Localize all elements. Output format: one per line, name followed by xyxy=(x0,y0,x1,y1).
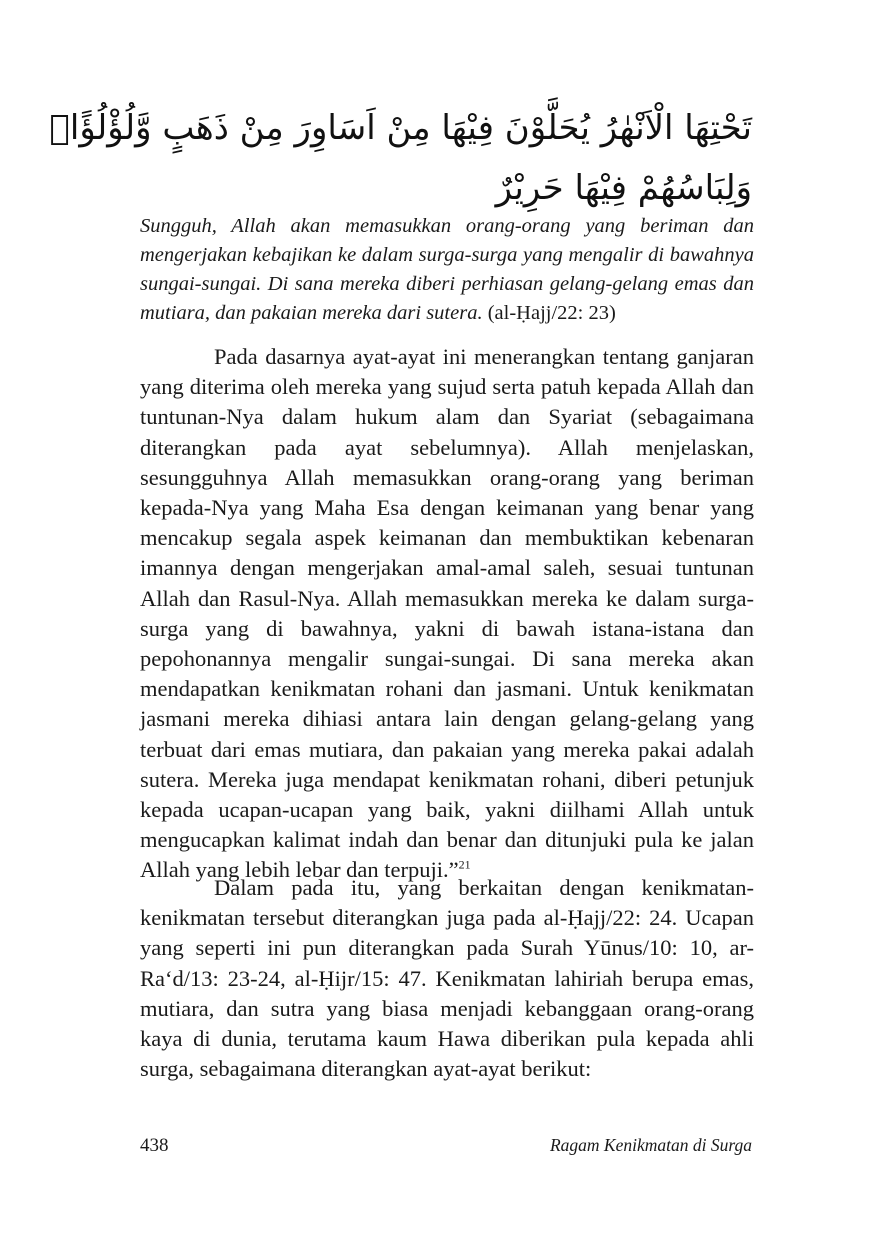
translation-text: Sungguh, Allah akan memasukkan orang-orang yang beriman dan mengerjakan kebajikan ke dalam surga-surga yang mengalir di bawahnya sungai-sungai. Di sana mereka diberi perhiasan gelang-gelang emas dan mutiara, dan pakaian mereka dari sutera. xyxy=(140,215,754,324)
paragraph-1-text: Pada dasarnya ayat-ayat ini menerangkan tentang ganjaran yang diterima oleh mereka yang sujud serta patuh kepada Allah dan tuntunan-Nya dalam hukum alam dan Syariat (sebagaimana diterangkan pada ayat sebelumnya). Allah menjelaskan, sesungguhnya Allah memasukkan orang-orang yang beriman kepada-Nya yang Maha Esa dengan keimanan yang benar yang mencakup segala aspek keimanan dan membuktikan kebenaran imannya dengan mengerjakan amal-amal saleh, sesuai tuntunan Allah dan Rasul-Nya. Allah memasukkan mereka ke dalam surga-surga yang di bawahnya, yakni di bawah istana-istana dan pepohonannya mengalir sungai-sungai. Di sana mereka akan mendapatkan kenikmatan rohani dan jasmani. Untuk kenikmatan jasmani mereka dihiasi antara lain dengan gelang-gelang yang terbuat dari emas mutiara, dan pakaian yang mereka pakai adalah sutera. Mereka juga mendapat kenikmatan rohani, diberi petunjuk kepada ucapan-ucapan yang baik, yakni diilhami Allah untuk mengucapkan kalimat indah dan benar dan ditunjuki pula ke jalan Allah yang lebih lebar dan terpuji.” xyxy=(140,344,754,883)
footnote-marker[interactable]: 21 xyxy=(458,857,471,872)
body-paragraph-2: Dalam pada itu, yang berkaitan dengan kenikmatan-kenikmatan tersebut diterangkan juga pada al-Ḥajj/22: 24. Ucapan yang seperti ini pun diterangkan pada Surah Yūnus/10: 10, ar-Ra‘d/13: 23-24, al-Ḥijr/15: 47. Kenikmatan lahiriah berupa emas, mutiara, dan sutra yang biasa menjadi kebanggaan orang-orang kaya di dunia, terutama kaum Hawa diberikan pula kepada ahli surga, sebagaimana diterangkan ayat-ayat berikut: xyxy=(140,875,754,1082)
page-footer xyxy=(140,1135,752,1165)
arabic-verse-line-1: تَحْتِهَا الْاَنْهٰرُ يُحَلَّوْنَ فِيْهَا مِنْ اَسَاوِرَ مِنْ ذَهَبٍ وَّلُؤْلُؤًاۗ xyxy=(49,108,752,148)
arabic-verse-line-2: وَلِبَاسُهُمْ فِيْهَا حَرِيْرٌ xyxy=(495,168,752,208)
page-number: 438 xyxy=(140,1135,169,1156)
verse-translation xyxy=(140,212,754,328)
running-title: Ragam Kenikmatan di Surga xyxy=(549,1135,752,1155)
verse-reference: (al-Ḥajj/22: 23) xyxy=(487,302,616,324)
body-paragraph-1 xyxy=(140,342,754,886)
